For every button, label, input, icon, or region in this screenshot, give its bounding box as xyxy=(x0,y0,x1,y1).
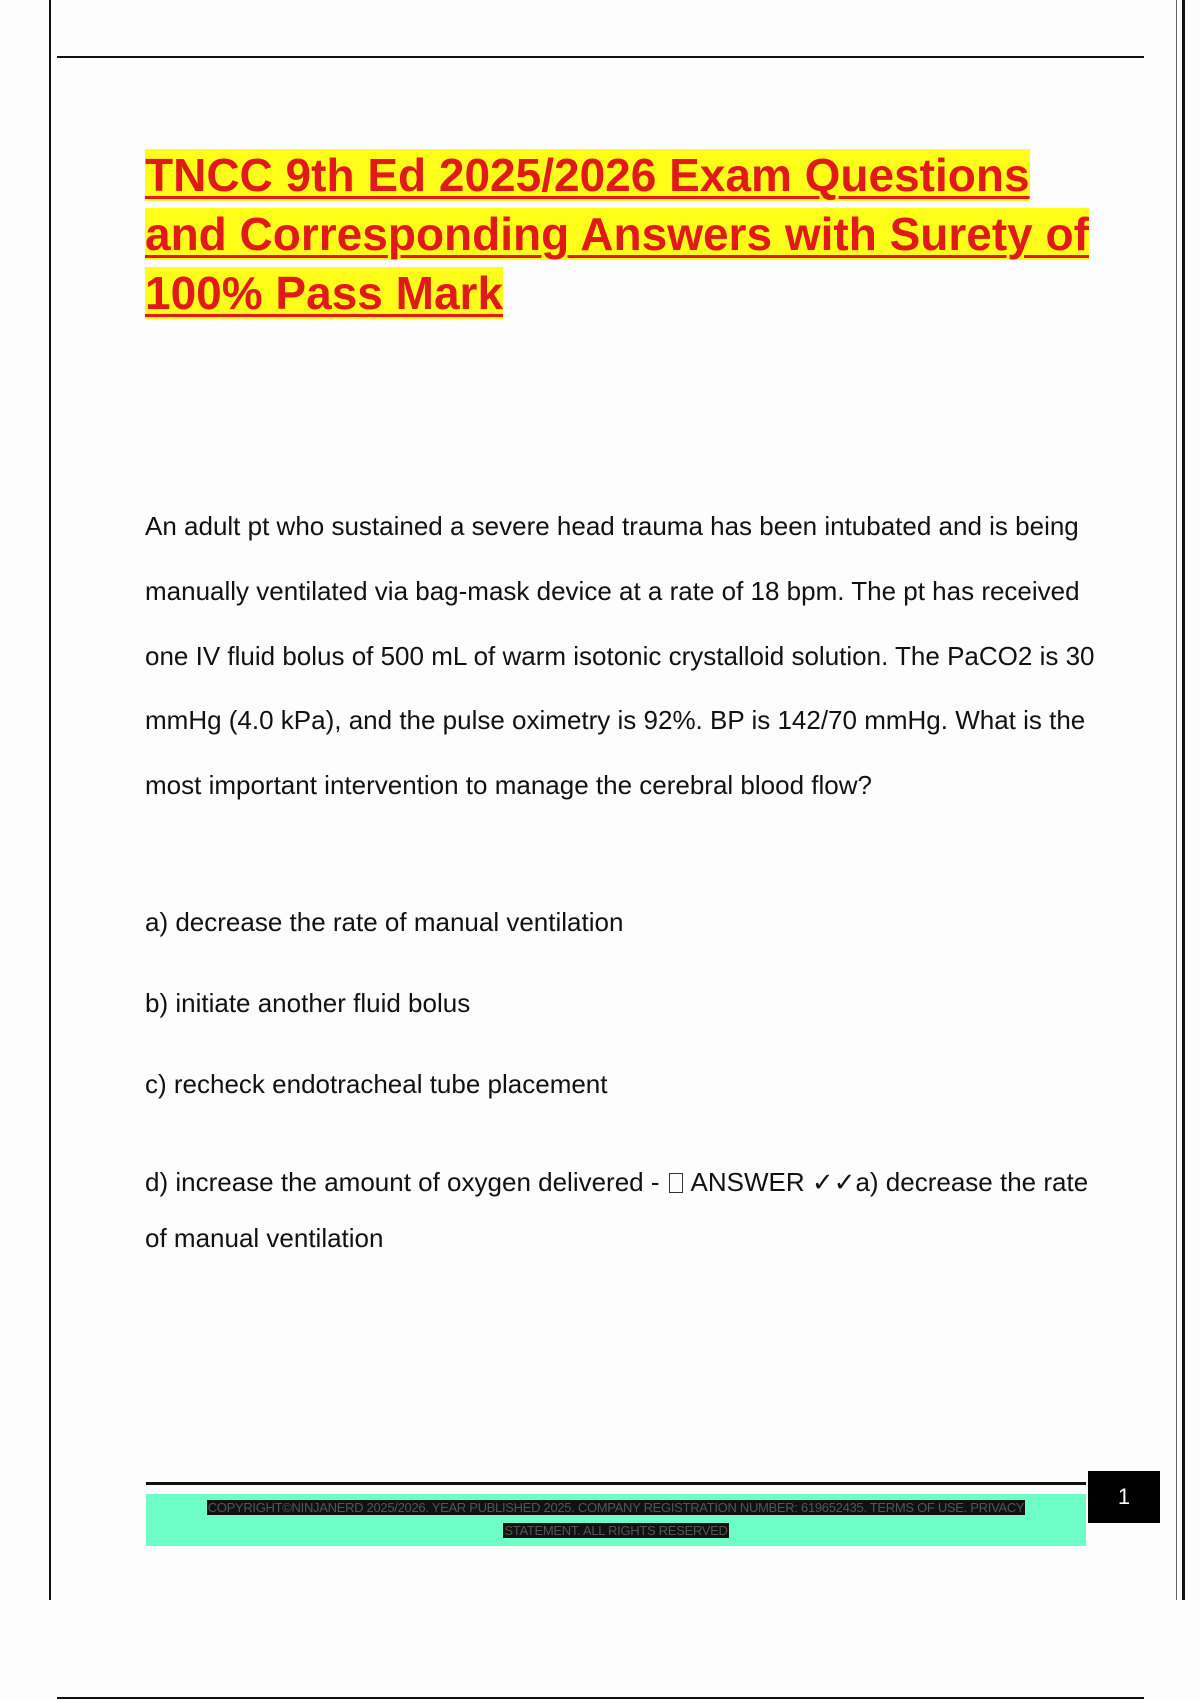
option-d: d) increase the amount of oxygen delivered - xyxy=(145,1167,660,1197)
missing-glyph-icon xyxy=(669,1173,683,1193)
option-c: c) recheck endotracheal tube placement xyxy=(145,1069,608,1099)
option-d-with-answer xyxy=(145,1154,1095,1266)
option-a: a) decrease the rate of manual ventilation xyxy=(145,907,624,937)
next-page-top-rule xyxy=(57,1697,1144,1699)
copyright-banner xyxy=(146,1494,1086,1546)
page-left-border xyxy=(49,0,51,1600)
header-rule xyxy=(57,56,1144,58)
copyright-line-1: COPYRIGHT©NINJANERD 2025/2026. YEAR PUBLISHED 2025. COMPANY REGISTRATION NUMBER: 619652435. TERMS OF USE. PRIVACY xyxy=(207,1500,1025,1515)
document-title-text: TNCC 9th Ed 2025/2026 Exam Questions and Corresponding Answers with Surety of 100% Pass Mark xyxy=(145,149,1089,319)
page-number: 1 xyxy=(1088,1471,1160,1523)
answer-text: a) decrease the rate of manual ventilation xyxy=(145,1167,1089,1253)
footer-rule xyxy=(146,1482,1086,1485)
copyright-line-2: STATEMENT. ALL RIGHTS RESERVED xyxy=(504,1523,728,1538)
option-b: b) initiate another fluid bolus xyxy=(145,988,471,1018)
answer-label: ANSWER ✓✓ xyxy=(690,1167,856,1197)
page-right-border xyxy=(1182,0,1185,1600)
document-title xyxy=(145,146,1095,323)
question-text: An adult pt who sustained a severe head trauma has been intubated and is being manually ventilated via bag-mask device at a rate of 18 bpm. The pt has received one IV fluid bolus of 500 mL of warm isotonic crystalloid solution. The PaCO2 is 30 mmHg (4.0 kPa), and the pulse oximetry is 92%. BP is 142/70 mmHg. What is the most important intervention to manage the cerebral blood flow? xyxy=(145,511,1095,801)
page-right-border-inner xyxy=(1176,0,1177,1600)
